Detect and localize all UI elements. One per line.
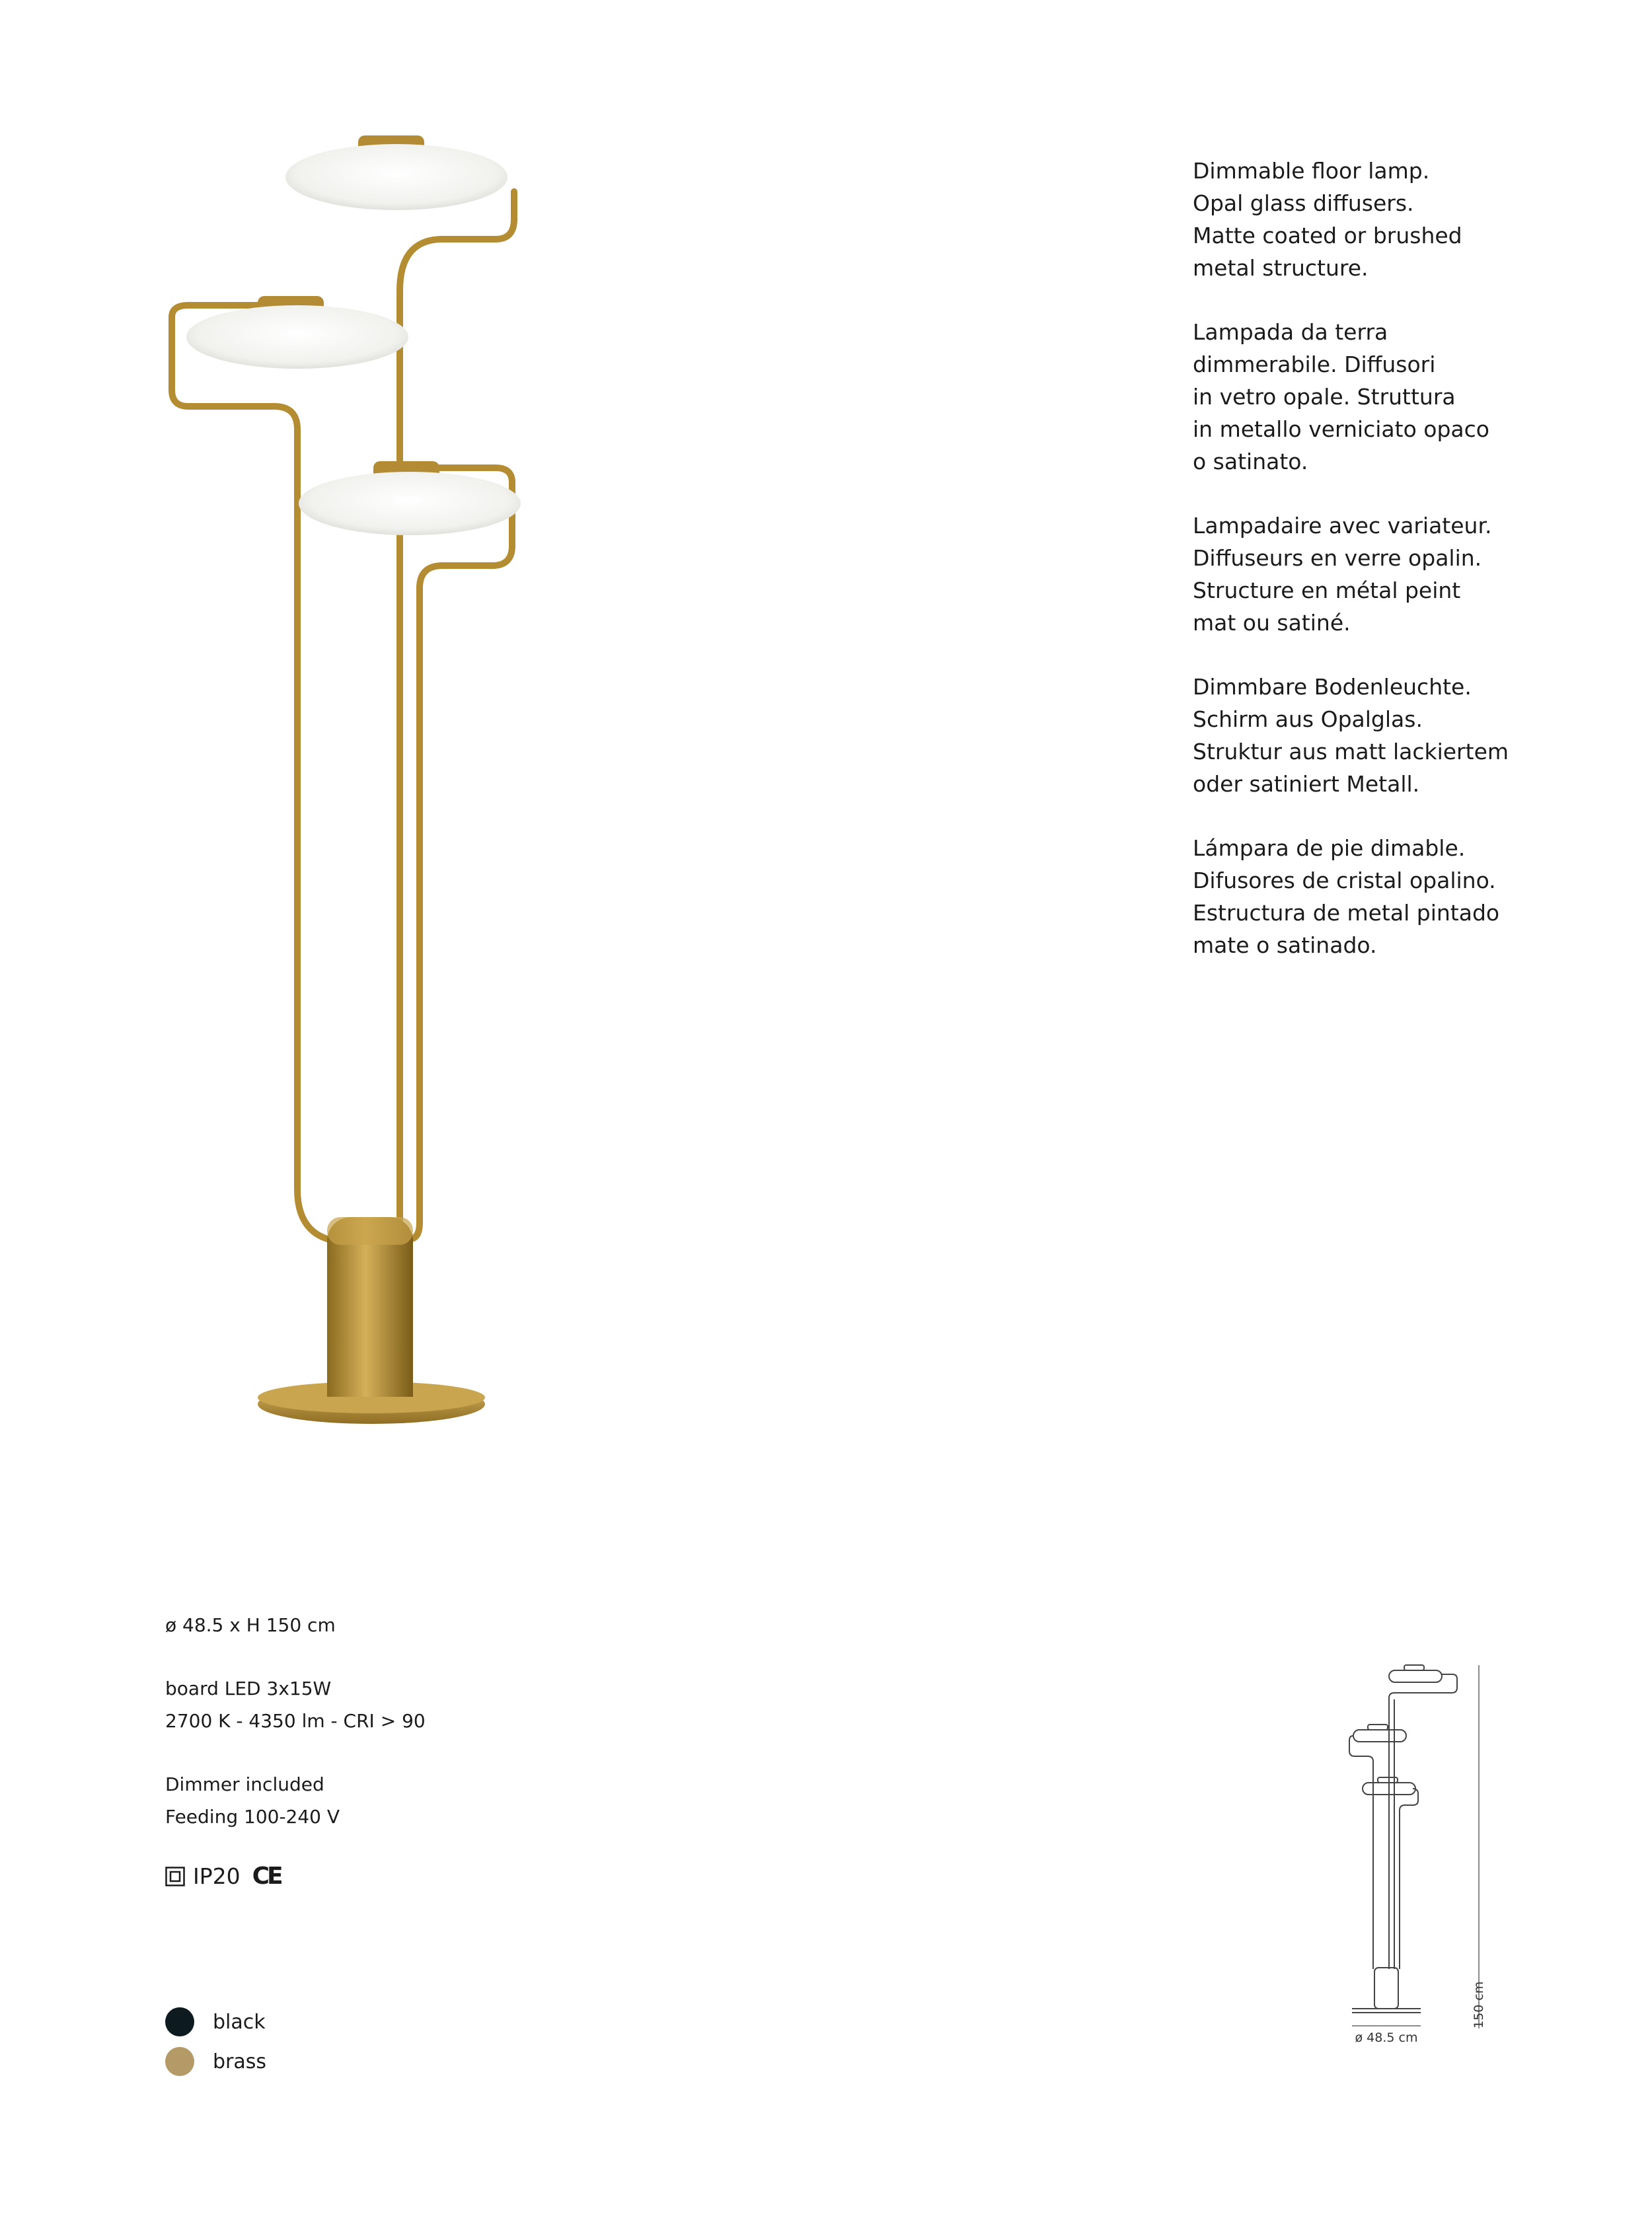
certifications	[165, 1863, 281, 1890]
description-line: Matte coated or brushed	[1193, 223, 1462, 248]
description-fr	[1193, 509, 1616, 639]
finishes-list	[165, 2002, 266, 2081]
description-en	[1193, 155, 1616, 284]
description-line: Lampada da terra	[1193, 319, 1388, 345]
description-line: metal structure.	[1193, 255, 1369, 281]
description-line: Lampadaire avec variateur.	[1193, 513, 1492, 539]
diffuser-top	[285, 135, 507, 210]
description-line: Struktur aus matt lackiertem	[1193, 739, 1509, 764]
spec-electrical	[165, 1768, 694, 1833]
spec-line: 2700 K - 4350 lm - CRI > 90	[165, 1710, 426, 1732]
spec-line: board LED 3x15W	[165, 1678, 332, 1699]
description-line: mat ou satiné.	[1193, 610, 1351, 636]
description-column	[1193, 155, 1616, 993]
description-line: Dimmbare Bodenleuchte.	[1193, 674, 1472, 700]
description-line: Diffuseurs en verre opalin.	[1193, 545, 1482, 571]
technical-drawing	[1341, 1658, 1513, 2081]
description-line: mate o satinado.	[1193, 932, 1377, 958]
class-ii-double-insulation-icon	[165, 1867, 185, 1886]
description-line: Difusores de cristal opalino.	[1193, 868, 1496, 893]
description-line: Lámpara de pie dimable.	[1193, 835, 1466, 861]
diffuser-right	[299, 461, 521, 535]
ce-mark-icon: CE	[252, 1863, 281, 1890]
description-line: dimmerabile. Diffusori	[1193, 352, 1436, 377]
spec-light-source	[165, 1672, 694, 1737]
finish-black	[165, 2002, 266, 2042]
finish-label: black	[213, 2010, 266, 2034]
diameter-label: ø 48.5 cm	[1355, 2030, 1418, 2045]
description-line: Schirm aus Opalglas.	[1193, 706, 1423, 732]
description-line: in metallo verniciato opaco	[1193, 416, 1489, 442]
swatch-brass	[165, 2047, 194, 2076]
specs-section	[165, 1609, 694, 1864]
description-es	[1193, 832, 1616, 961]
spec-dimensions: ø 48.5 x H 150 cm	[165, 1614, 336, 1636]
description-line: in vetro opale. Struttura	[1193, 384, 1456, 410]
finish-label: brass	[213, 2050, 267, 2073]
swatch-black	[165, 2007, 194, 2036]
height-label: 150 cm	[1472, 1981, 1486, 2028]
description-line: o satinato.	[1193, 449, 1308, 474]
ip-rating: IP20	[193, 1863, 241, 1889]
description-line: Dimmable floor lamp.	[1193, 158, 1430, 184]
spec-line: Feeding 100-240 V	[165, 1806, 340, 1828]
description-line: oder satiniert Metall.	[1193, 771, 1420, 797]
description-line: Opal glass diffusers.	[1193, 190, 1414, 216]
description-it	[1193, 316, 1616, 478]
description-line: Estructura de metal pintado	[1193, 900, 1500, 926]
description-de	[1193, 671, 1616, 800]
finish-brass	[165, 2042, 266, 2081]
description-line: Structure en métal peint	[1193, 577, 1461, 603]
product-image	[132, 99, 595, 1447]
spec-line: Dimmer included	[165, 1773, 324, 1795]
